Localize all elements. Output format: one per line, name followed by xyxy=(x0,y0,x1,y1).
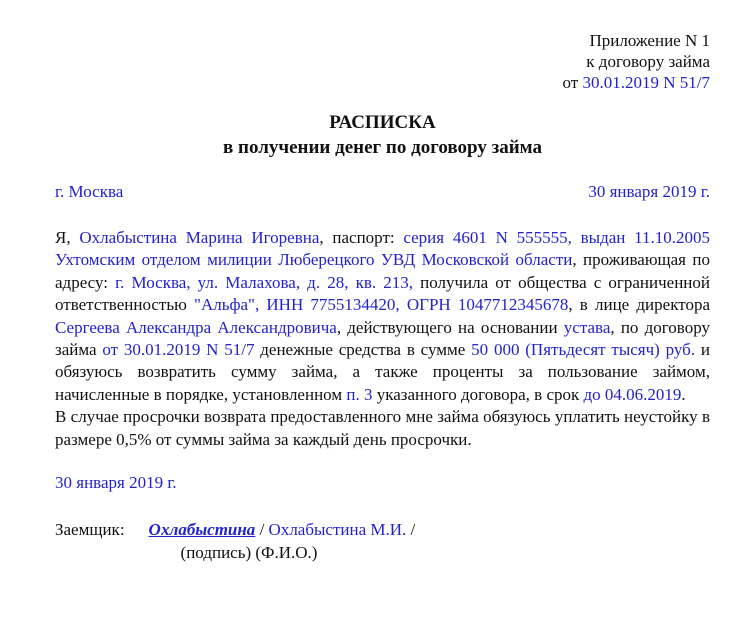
body-segment: , в лице директора xyxy=(568,295,710,315)
body-segment: получила от общества с ограниченной ответственностью xyxy=(55,272,710,315)
appendix-line-3 xyxy=(55,72,710,93)
appendix-line-2: к договору займа xyxy=(586,52,710,71)
document-title: РАСПИСКА xyxy=(329,112,436,133)
signature-group xyxy=(149,519,416,564)
body-paragraph xyxy=(55,227,710,406)
body-segment: , проживающая по адресу: xyxy=(55,250,710,292)
body-segment: указанного договора, в срок xyxy=(372,384,584,404)
signature-line xyxy=(149,520,416,539)
signature-separator-2: / xyxy=(406,520,416,540)
document-subtitle: в получении денег по договору займа xyxy=(223,137,542,158)
signature-value: Охлабыстина xyxy=(148,520,256,540)
body-segment: Сергеева Александра Александровича xyxy=(55,317,337,337)
body-segment: до 04.06.2019 xyxy=(583,384,682,404)
body-segment: . xyxy=(681,384,686,404)
borrower-label: Заемщик: xyxy=(55,520,125,540)
appendix-line-1: Приложение N 1 xyxy=(589,31,710,50)
body-segment: денежные средства в сумме xyxy=(254,340,472,360)
body-segment: "Альфа", ИНН 7755134420, ОГРН 1047712345678 xyxy=(194,295,569,315)
body-segment: от 30.01.2019 N 51/7 xyxy=(102,340,255,360)
signature-row xyxy=(55,519,710,564)
penalty-paragraph: В случае просрочки возврата предоставленного мне займа обязуюсь уплатить неустойку в размере 0,5% от суммы займа за каждый день просрочки. xyxy=(55,407,710,449)
date-top-value: 30 января 2019 г. xyxy=(588,182,710,201)
city-value: г. Москва xyxy=(55,182,124,201)
body-segment: , действующего на основании xyxy=(336,317,564,337)
body-segment: г. Москва, ул. Малахова, д. 28, кв. 213, xyxy=(115,272,413,292)
meta-row xyxy=(55,181,710,202)
borrower-fio: Охлабыстина М.И. xyxy=(268,520,407,540)
body-segment: серия 4601 N 555555, выдан 11.10.2005 Ухтомским отделом милиции Люберецкого УВД Московской области xyxy=(55,228,710,270)
title-block xyxy=(55,110,710,160)
body-segment: п. 3 xyxy=(346,384,373,404)
date-bottom-value: 30 января 2019 г. xyxy=(55,473,177,493)
body-segment: и обязуюсь возвратить сумму займа, а также проценты за пользование займом, начисленные в порядке, установленном xyxy=(55,340,710,404)
body-segment: Я, xyxy=(55,228,80,247)
body-segment: , паспорт: xyxy=(319,228,404,247)
body-segment: 50 000 (Пятьдесят тысяч) руб. xyxy=(471,340,696,360)
signature-caption: (подпись) (Ф.И.О.) xyxy=(180,543,318,563)
signature-separator-1: / xyxy=(255,520,269,540)
appendix-block xyxy=(55,30,710,93)
body-segment: , по договору займа xyxy=(55,317,710,360)
body-segment: Охлабыстина Марина Игоревна xyxy=(79,228,320,247)
appendix-date-value: 30.01.2019 N 51/7 xyxy=(582,73,710,92)
body-segment: устава xyxy=(563,317,611,337)
appendix-date-prefix: от xyxy=(562,73,583,92)
